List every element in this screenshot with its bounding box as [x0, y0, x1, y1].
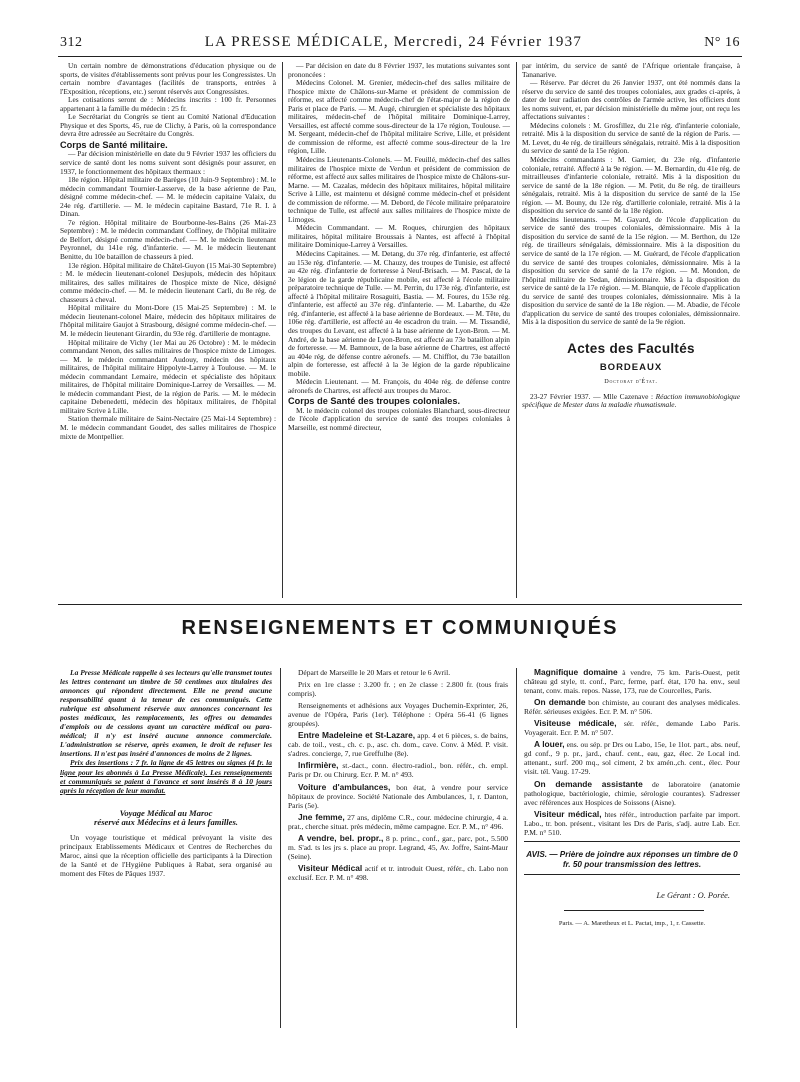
classified-ad [288, 731, 508, 758]
faculte-city: BORDEAUX [599, 361, 663, 373]
header-rule [58, 56, 742, 57]
printer-rule [564, 910, 704, 911]
paragraph: Médecins Lieutenants-Colonels. — M. Feuillé, médecin-chef des salles militaires de l'hospice mixte de Verdun et président de commission de réforme, est affecté aux salles militaires de l'hospice mixte de Châlons-sur-Marne. — M. Cazalas, médecin des hôpitaux militaires, hôpital militaire Scrive à Lille, est maintenu et désigné comme médecin-chef et président de commission de réforme. — M. Debord, de l'école militaire préparatoire technique de Tulle, est affecté aux salles militaires de l'hospice mixte de Limoges. [288, 155, 510, 224]
classified-ad [288, 701, 508, 728]
ad-text: Renseignements et adhésions aux Voyages Duchemin-Exprinter, 26, avenue de l'Opéra, Paris (1er). Téléphone : Opéra 56-41 (6 lignes groupées). [288, 701, 508, 729]
ad-text: ens. ou sép. pr Drs ou Labo, 15e, 1e 1lot. part., abs. neuf, gd conf., 9 p. pr., jard., chauf. cent., eau, gaz, élec. 2e Local ind. attenant., surf. 200 mq., sol ciment, 2 bx amén.,ch. cent., élec. Pour visit. tél. Vaug. 17-29. [524, 740, 740, 777]
section-heading: Corps de Santé militaire. [60, 139, 168, 150]
issue-number: N° 16 [704, 35, 740, 50]
thesis-author: — Mlle Cazenave : [590, 391, 656, 401]
facultes-heading: Actes des Facultés [567, 340, 695, 356]
classified-ad [288, 813, 508, 831]
printer-credit: Paris. — A. Maretheux et L. Pactat, imp., 1, r. Cassette. [558, 919, 706, 927]
paragraph: Médecins colonels : M. Grosfillez, du 21e rég. d'infanterie coloniale, retraité. Mis à la disposition du service de santé de la région de Paris. — M. Levet, du 4e rég. de tirailleurs sénégalais, retraité. Mis à la disposition du service de santé de la 15e région. [522, 120, 740, 156]
ad-heading: A vendre, bel. propr., [298, 832, 384, 843]
section-rule [58, 604, 742, 605]
ad-text: à vendre, 75 km. Paris-Ouest, petit château gd style, tt. conf., Parc, ferme, parf. état, 170 ha. env., seul tenant, conv. mais. repos. Nasse, 173, rue de Courcelles, Paris. [524, 668, 740, 696]
paragraph: Le Secrétariat du Congrès se tient au Comité National d'Education Physique et des Sports, 45, rue de Clichy, à Paris, où la correspondance devra être adressée au Secrétaire du Congrès. [60, 112, 276, 139]
thesis-date: 23-27 Février 1937. [530, 391, 591, 401]
classified-ad [288, 761, 508, 779]
ad-heading: Jne femme, [298, 811, 345, 822]
ad-text: bon chimiste, au courant des analyses médicales. Référ. sérieuses exigées. Ecr. P. M. n° 506. [524, 698, 740, 717]
ad-heading: On demande assistante [534, 778, 643, 789]
paragraph: Médecin Lieutenant. — M. François, du 404e rég. de défense contre aéronefs de Chartres, est affecté aux troupes du Maroc. [288, 377, 510, 395]
column-divider [282, 62, 283, 598]
paragraph: 18e région. Hôpital militaire de Barèges (10 Juin-9 Septembre) : M. le médecin commandant Tournier-Lasserve, de la base aérienne de Pau, désigné comme médecin-chef. — M. le médecin capitaine Valaix, du 24e rég. d'artillerie. — M. le médecin capitaine Bastard, 71e R. I. à Dinan. [60, 175, 276, 219]
ad-heading: On demande [534, 697, 586, 708]
ad-heading: Infirmière, [298, 760, 339, 771]
ad-text: st.-dact., conn. électro-radiol., bon. référ., ch. empl. Paris pr Dr. ou Chirurg. Ecr. P. M. n° 493. [288, 761, 508, 780]
classified-ad [524, 740, 740, 776]
ad-heading: Entre Madeleine et St-Lazare, [298, 730, 416, 741]
notice-column [60, 668, 272, 1028]
classified-ad [524, 810, 740, 837]
voyage-title: Voyage Médical au Maroc [119, 807, 213, 818]
ad-heading: Visiteur médical, [534, 808, 602, 819]
classified-ad [288, 680, 508, 698]
section-banner: RENSEIGNEMENTS ET COMMUNIQUÉS [181, 617, 619, 639]
price-text-content: Prix des insertions : 7 fr. la ligne de 45 lettres ou signes (4 fr. la ligne pour les abonnés à La Presse Médicale). Les renseignements et communiqués se paient à l'avance et sont insérés 8 à 10 jours après la réception de leur mandat. [60, 758, 272, 795]
right-ads-list [524, 668, 740, 837]
colonial-appointments [522, 62, 740, 327]
paragraph: Hôpital militaire de Vichy (1er Mai au 26 Octobre) : M. le médecin commandant Nenon, des salles militaires de l'hospice mixte de Limoges. — M. le médecin commandant Audouy, médecin des hôpitaux militaires, de l'hôpital militaire Hippolyte-Larrey à Toulouse. — M. le médecin commandant Lemaire, médecin et spécialiste des hôpitaux militaires, de l'hôpital militaire Dominique-Larrey de Versailles. — M. le médecin commandant Piest, de la région de Paris. — M. le médecin capitaine Debenedetti, médecin des hôpitaux militaires, de l'hôpital militaire Scrive à Lille. [60, 337, 276, 415]
paragraph: Les cotisations seront de : Médecins inscrits : 100 fr. Personnes appartenant à la famille du médecin : 25 fr. [60, 95, 276, 113]
paragraph: Médecins Colonel. M. Grenier, médecin-chef des salles militaire de l'hospice mixte de Châlons-sur-Marne et président de commission de réforme, est affecté comme médecin-chef de l'état-major de la région de Paris et place de Paris. — M. Augé, chirurgien et spécialiste des hôpitaux militaires, médecin-chef de l'hôpital militaire Dominique-Larrey, Versailles, est affecté comme sous-directeur de la 17e région, Toulouse. — M. Sergeant, médecin-chef de l'hôpital militaire Scrive, Lille, et président de commission de réforme, est affecté comme sous-directeur de la 1re région, Lille. [288, 78, 510, 156]
column-divider [516, 668, 517, 1028]
paragraph: Médecins Capitaines. — M. Detang, du 37e rég. d'infanterie, est affecté au 153e rég. d'infanterie. — M. Chauzy, des troupes de Tunisie, est affecté au 42e rég. d'infanterie de forteresse à Neuf-Brisach. — M. Pascal, de la 3e légion de la garde républicaine mobile, est affecté à l'école militaire préparatoire technique de Tulle. — M. Perrin, du 173e rég. d'infanterie, est affecté à l'hôpital militaire Rosaguiti, Bastia. — M. Foures, du 153e rég. d'infanterie, est affecté au 37e rég. d'infanterie. — M. Labarthe, du 42e rég. d'infanterie, est affecté à la base aérienne de Bordeaux. — M. Tête, du 106e rég. d'artillerie, est affecté au 4e escadron du train. — M. Tissandié, des troupes du Levant, est affecté à la base aérienne de Lyon-Bron. — M. André, de la base aérienne de Lyon-Bron, est affecté au 73e bataillon alpin de forteresse. — M. Bamnoux, de la base aérienne de Chartres, est affecté au 404e rég. de défense contre aéronefs. — M. Chifflot, du 73e bataillon alpin de forteresse, est affecté à la 3e légion de la garde républicaine mobile. [288, 249, 510, 378]
paragraph: — Réserve. Par décret du 26 Janvier 1937, ont été nommés dans la réserve du service de santé des troupes coloniales, aux grades ci-après, à dater de leur radiation des contrôles de l'armée active, les officiers dont les noms suivent, et, par décision ministérielle du même jour, ont reçu les affectations suivantes : [522, 78, 740, 122]
column-divider [280, 668, 281, 1028]
ads-column-middle [288, 668, 508, 1040]
classified-ad [288, 668, 508, 677]
voyage-text: Un voyage touristique et médical prévoyant la visite des principaux Etablissements Médicaux et Centres de Recherches du Maroc, ainsi que la réception officielle des participants à la Direction de la Santé et de l'Hygiène Publiques à Rabat, sera organisé au moment des Fêtes de Pâques 1937. [60, 832, 272, 878]
column-3 [522, 62, 740, 600]
page-number: 312 [60, 35, 83, 50]
ad-heading: Voiture d'ambulances, [298, 781, 391, 792]
paragraph: — Par décision ministérielle en date du 9 Février 1937 les officiers du service de santé dont les noms suivent sont désignés pour assurer, en 1937, le fonctionnement des hôpitaux thermaux : [60, 149, 276, 176]
paragraph: Station thermale militaire de Saint-Nectaire (25 Mai-14 Septembre) : M. le médecin commandant Goudet, des salles militaires de l'hospice mixte de Montpellier. [60, 414, 276, 441]
section-heading: Corps de Santé des troupes coloniales. [288, 396, 461, 407]
ad-text: htes référ., introduction parfaite par import. Labo., tr. bon. présent., visitant les Drs de Paris, s'adj. autre Lab. Ecr. P.M. n° 510. [524, 809, 740, 837]
ad-text: sér. référ., demande Labo Paris. Voyagerait. Ecr. P. M. n° 507. [524, 719, 740, 738]
ad-text: Prix en 1re classe : 3.200 fr. ; en 2e classe : 2.800 fr. (tous frais compris). [288, 680, 508, 699]
paragraph: 13e région. Hôpital militaire de Châtel-Guyon (15 Mai-30 Septembre) : M. le médecin lieutenant-colonel Desjupols, médecin des hôpitaux militaires, des salles militaires de l'hospice mixte de Nice, désigné comme médecin-chef. — M. le médecin lieutenant Carli, du 8e rég. de chasseurs à cheval. [60, 260, 276, 304]
voyage-subtitle: réservé aux Médecins et à leurs familles. [94, 816, 238, 827]
paragraph: Médecins lieutenants. — M. Gayard, de l'école d'application du service de santé des troupes coloniales, démissionnaire. Mis à la disposition du service de santé de la 15e région. — M. Berthon, du 12e rég. de tirailleurs sénégalais, démissionnaire. Mis à la disposition du service de santé de la 17e région. — M. Guérard, de l'école d'application du service de santé des troupes coloniales, démissionnaire. Mis à la disposition du service de santé de la 17e région. — M. Mondon, de l'hôpital militaire de Sedan, démissionnaire. Mis à la disposition du service de santé de la 17e région. — M. Blanquie, de l'école d'application du service de santé des troupes coloniales, démissionnaire. Mis à la disposition du service de santé de la 18e région. — M. Abadie, de l'école d'application du service de santé des troupes coloniales, démissionnaire. Mis à la disposition du service de santé de la 9e région. [522, 214, 740, 327]
avis-rule [524, 841, 740, 842]
classified-ad [524, 719, 740, 737]
classified-ad [288, 834, 508, 861]
thesis-title: Réaction immunobiologique spécifique de Mester dans la maladie rhumatismale. [522, 391, 740, 410]
classified-ad [524, 698, 740, 716]
ad-text: 27 ans, diplôme C.R., cour. médecine chirurgie, 4 a. prat., cherche situat. près médecin, même campagne. Ecr. P. M., n° 496. [288, 812, 508, 831]
ad-text: de laboratoire (anatomie pathologique, bactériologie, chimie, sérologie courantes). S'adresser avec références aux Hospices de Soissons (Aisne). [524, 779, 740, 807]
paragraph: M. le médecin colonel des troupes coloniales Blanchard, sous-directeur de l'école d'application du service de santé des troupes coloniales à Marseille, est nommé directeur, [288, 405, 510, 432]
classified-ad [288, 783, 508, 810]
paragraph: Médecins commandants : M. Garnier, du 23e rég. d'infanterie coloniale, retraité. Affecté à la 9e région. — M. Bernardin, du 41e rég. de mitrailleuses d'infanterie coloniale, retraité. Mis à la disposition du service de santé de la 18e région. — M. Petit, du 8e rég. de tirailleurs sénégalais, retraité. Mis à la disposition du service de santé de la 15e région. — M. Bouny, du 12e rég. d'artillerie coloniale, retraité. Mis à la disposition du service de santé de la 18e région. [522, 155, 740, 216]
ad-heading: A louer, [534, 739, 565, 750]
ad-text: app. 4 et 6 pièces, s. de bains, cab. de toil., vest., ch. c. p., asc. ch. dom., cave. Conv. à Méd. P. visit. s'adres. concierge, 7, rue Greffulhe (8e). [288, 731, 508, 759]
ad-heading: Visiteur Médical [298, 862, 363, 873]
paragraph: 7e région. Hôpital militaire de Bourbonne-les-Bains (26 Mai-23 Septembre) : M. le médecin commandant Coffiney, de l'hôpital militaire de Belfort, désigné comme médecin-chef. — M. le médecin lieutenant Peyronnel, du 141e rég. d'infanterie. — M. le médecin lieutenant Benitte, du 10e bataillon de chasseurs à pied. [60, 217, 276, 262]
classified-ad [524, 780, 740, 807]
classified-ad [288, 864, 508, 882]
gerant-signature: Le Gérant : O. Porée. [656, 890, 730, 900]
classified-ad [524, 668, 740, 695]
avis-notice: AVIS. — Prière de joindre aux réponses un timbre de 0 fr. 50 pour transmission des lettres. [526, 849, 738, 869]
paragraph: Hôpital militaire du Mont-Dore (15 Mai-25 Septembre) : M. le médecin lieutenant-colonel Maire, médecin des hôpitaux militaires de l'hôpital militaire Gaujot à Strasbourg, désigné comme médecin-chef. — M. le médecin lieutenant Girardin, du 93e rég. d'artillerie de montagne. [60, 303, 276, 338]
notice-text: La Presse Médicale rappelle à ses lecteurs qu'elle transmet toutes les lettres contenant un timbre de 50 centimes aux titulaires des annonces qui répondent directement. Elle ne prend aucune responsabilité quant à la teneur de ces communiqués. Cette rubrique est absolument réservée aux annonces concernant les postes médicaux, les remplacements, les offres ou demandes d'emplois ou de cessions ayant un caractère médical ou para-médical; il n'y est inséré aucune annonce commerciale. L'administration se réserve, après examen, le droit de refuser les insertions. Il n'est pas inséré d'annonces de moins de 2 lignes. [60, 668, 272, 759]
ad-text: 8 p. princ., conf., gar., parc, pot., 5.500 m. S'ad. ts les jrs s. place au propr. Legrand, 45, Av. Joffre, Saint-Maur (Seine). [288, 833, 508, 861]
column-1 [60, 62, 276, 600]
paragraph: Un certain nombre de démonstrations d'éducation physique ou de sports, de visites d'établissements sont prévus pour les Congressistes. Un certain nombre d'avantages (facilités de transports, entrées à l'Exposition, réceptions, etc.) seront réservés aux Congressistes. [60, 62, 276, 96]
page-header [60, 34, 740, 54]
ad-text: bon état, à vendre pour service hôpitaux de province. Société Nationale des Ambulances, 1, r. Danton, Paris (5e). [288, 782, 508, 810]
column-divider [516, 62, 517, 598]
thesis-entry [522, 393, 740, 410]
avis-rule [524, 874, 740, 875]
column-2 [288, 62, 510, 600]
ad-heading: Visiteuse médicale, [534, 718, 617, 729]
ad-text: actif et tr. introduit Ouest, référ., ch. Labo non exclusif. Ecr. P. M. n° 498. [288, 863, 508, 882]
price-text [60, 758, 272, 794]
paragraph: — Par décision en date du 8 Février 1937, les mutations suivantes sont prononcées : [288, 62, 510, 79]
journal-title: LA PRESSE MÉDICALE, Mercredi, 24 Février 1937 [204, 34, 583, 50]
ad-text: Départ de Marseille le 20 Mars et retour le 6 Avril. [298, 668, 451, 677]
faculte-subtitle: Doctorat d'État. [604, 378, 658, 386]
ad-heading: Magnifique domaine [534, 668, 618, 677]
paragraph: par intérim, du service de santé de l'Afrique orientale française, à Tananarive. [522, 62, 740, 79]
paragraph: Médecin Commandant. — M. Roques, chirurgien des hôpitaux militaires, hôpital militaire Broussais à Nantes, est affecté à l'hôpital militaire Dominique-Larrey à Versailles. [288, 223, 510, 250]
ads-column-right [524, 668, 740, 1070]
